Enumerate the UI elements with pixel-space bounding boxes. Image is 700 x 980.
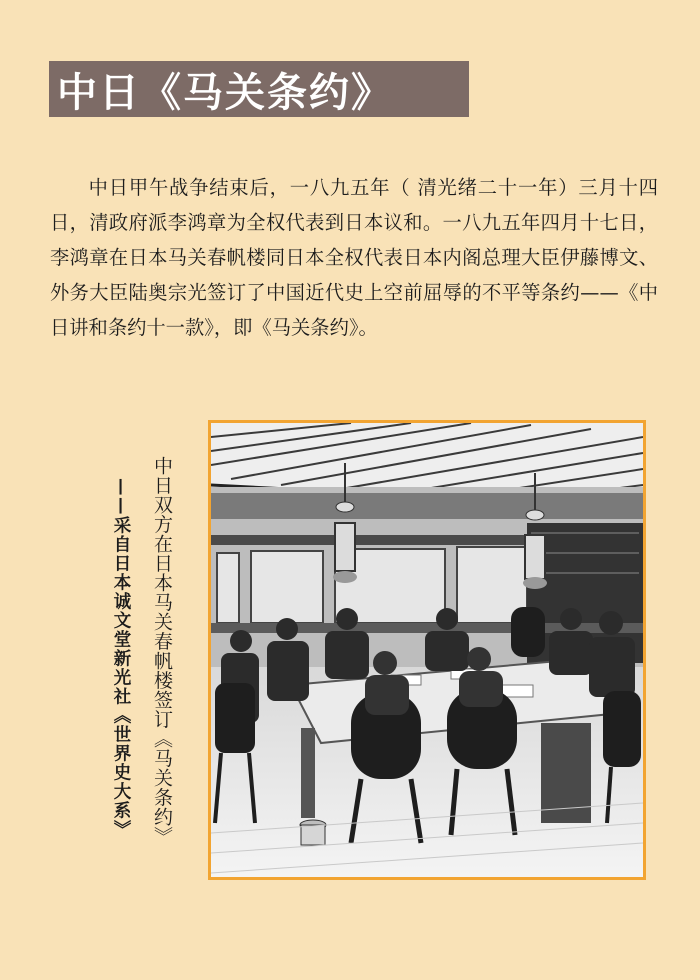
treaty-signing-photo bbox=[211, 423, 643, 877]
figure-caption: 中日双方在日本马关春帆楼签订《马关条约》 bbox=[151, 456, 173, 846]
photo-frame bbox=[208, 420, 646, 880]
body-text bbox=[50, 170, 658, 345]
title-banner bbox=[49, 61, 469, 117]
page-title: 中日《马关条约》 bbox=[57, 69, 393, 116]
chair bbox=[511, 607, 545, 657]
main-paragraph: 中日甲午战争结束后，一八九五年（ 清光绪二十一年）三月十四日，清政府派李鸿章为全权代表到日本议和。一八九五年四月十七日，李鸿章在日本马关春帆楼同日本全权代表日本内阁总理大臣伊藤博文、外务大臣陆奥宗光签订了中国近代史上空前屈辱的不平等条约——《中日讲和条约十一款》，即《马关条约》。 bbox=[50, 176, 658, 339]
spittoon bbox=[300, 820, 326, 845]
figure-source: ——采自日本诚文堂新光社《世界史大系》 bbox=[111, 478, 131, 839]
